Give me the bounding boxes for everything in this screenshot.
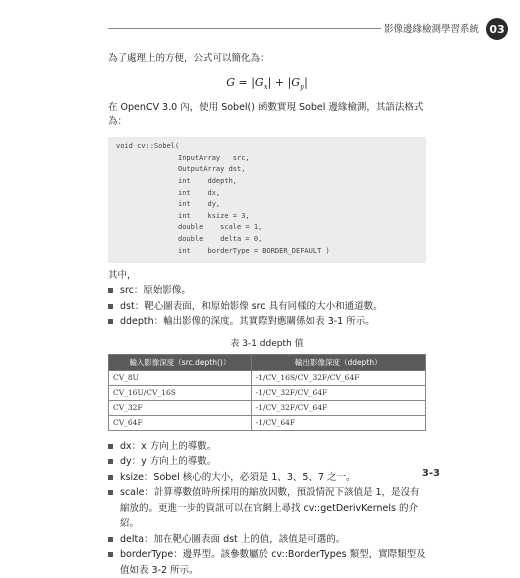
formula-part: | (304, 76, 308, 89)
param-text: borderType：邊界型。該參數屬於 cv::BorderTypes 類型，實際類型及值如表 3-2 所示。 (120, 549, 426, 576)
param-text: scale：計算導數值時所採用的縮放因數，預設情況下該值是 1，是沒有縮放的。更進一步的資訊可以在官網上尋找 cv::getDerivKernels 的介紹。 (120, 487, 420, 530)
formula-sub-y: y (300, 83, 305, 92)
param-text: src：原始影像。 (120, 285, 191, 297)
input-depth-cell: CV_64F (109, 415, 252, 430)
param-item (108, 532, 426, 548)
code-line: InputArray src, (178, 153, 250, 162)
chapter-badge: 03 (486, 18, 508, 40)
output-depth-cell: -1/CV_16S/CV_32F/CV_64F (251, 370, 425, 385)
table-header-row (109, 354, 426, 370)
table-header-input-depth: 輸入影像深度（src.depth()） (109, 354, 252, 370)
code-line: int ddepth, (178, 176, 238, 185)
param-item (108, 470, 426, 486)
simplify-paragraph: 為了處理上的方便，公式可以簡化為： (108, 53, 270, 64)
param-item (108, 547, 426, 578)
page-content (108, 52, 426, 578)
code-line: int ksize = 3, (178, 211, 250, 220)
bullet-square-icon (108, 288, 113, 293)
param-text: dst：靶心圖表面，和原始影像 src 具有同樣的大小和通道數。 (120, 300, 383, 312)
input-depth-cell: CV_8U (109, 370, 252, 385)
params-intro: 其中， (108, 270, 137, 282)
sobel-syntax-paragraph: 在 OpenCV 3.0 內，使用 Sobel() 函數實現 Sobel 邊緣檢測，其語法格式為： (108, 102, 424, 128)
table-caption: 表 3-1 ddepth 值 (230, 338, 304, 349)
param-text: dy：y 方向上的導數。 (120, 456, 217, 468)
bullet-square-icon (108, 459, 113, 464)
formula-part: G = |G (226, 76, 264, 89)
table-row (109, 385, 426, 400)
param-list-top (108, 283, 426, 330)
header-title: 影像邊緣檢測學習系統 (381, 21, 482, 35)
code-line: OutputArray dst, (178, 165, 246, 174)
param-list-bottom (108, 439, 426, 578)
bullet-square-icon (108, 552, 113, 557)
table-row (109, 415, 426, 430)
ddepth-table (108, 354, 426, 431)
input-depth-cell: CV_16U/CV_16S (109, 385, 252, 400)
table-row (109, 400, 426, 415)
output-depth-cell: -1/CV_32F/CV_64F (251, 400, 425, 415)
param-item (108, 283, 426, 299)
param-item (108, 485, 426, 532)
input-depth-cell: CV_32F (109, 400, 252, 415)
formula-part: | + |G (267, 76, 301, 89)
param-text: dx：x 方向上的導數。 (120, 440, 217, 452)
code-line: double delta = 0, (178, 234, 263, 243)
table-header-output-depth: 輸出影像深度（ddepth） (251, 354, 425, 370)
code-line: double scale = 1, (178, 223, 263, 232)
formula-sub-x: x (263, 83, 268, 92)
bullet-square-icon (108, 475, 113, 480)
param-item (108, 314, 426, 330)
param-text: ddepth：輸出影像的深度。其實際對應關係如表 3-1 所示。 (120, 316, 375, 328)
page-header (0, 18, 520, 40)
output-depth-cell: -1/CV_32F/CV_64F (251, 385, 425, 400)
param-text: ksize：Sobel 核心的大小，必須是 1、3、5、7 之一。 (120, 471, 356, 483)
param-item (108, 454, 426, 470)
bullet-square-icon (108, 319, 113, 324)
gradient-formula (108, 76, 426, 91)
code-line: void cv::Sobel( (116, 142, 180, 151)
output-depth-cell: -1/CV_64F (251, 415, 425, 430)
table-row (109, 370, 426, 385)
page-number: 3-3 (421, 468, 440, 479)
param-item (108, 299, 426, 315)
bullet-square-icon (108, 304, 113, 309)
param-item (108, 439, 426, 455)
bullet-square-icon (108, 490, 113, 495)
code-block (108, 137, 426, 263)
bullet-square-icon (108, 444, 113, 449)
code-line: int dx, (178, 188, 221, 197)
param-text: delta：加在靶心圖表面 dst 上的值，該值是可選的。 (120, 533, 346, 545)
code-line: int borderType = BORDER_DEFAULT ) (178, 246, 330, 255)
bullet-square-icon (108, 537, 113, 542)
code-line: int dy, (178, 200, 221, 209)
